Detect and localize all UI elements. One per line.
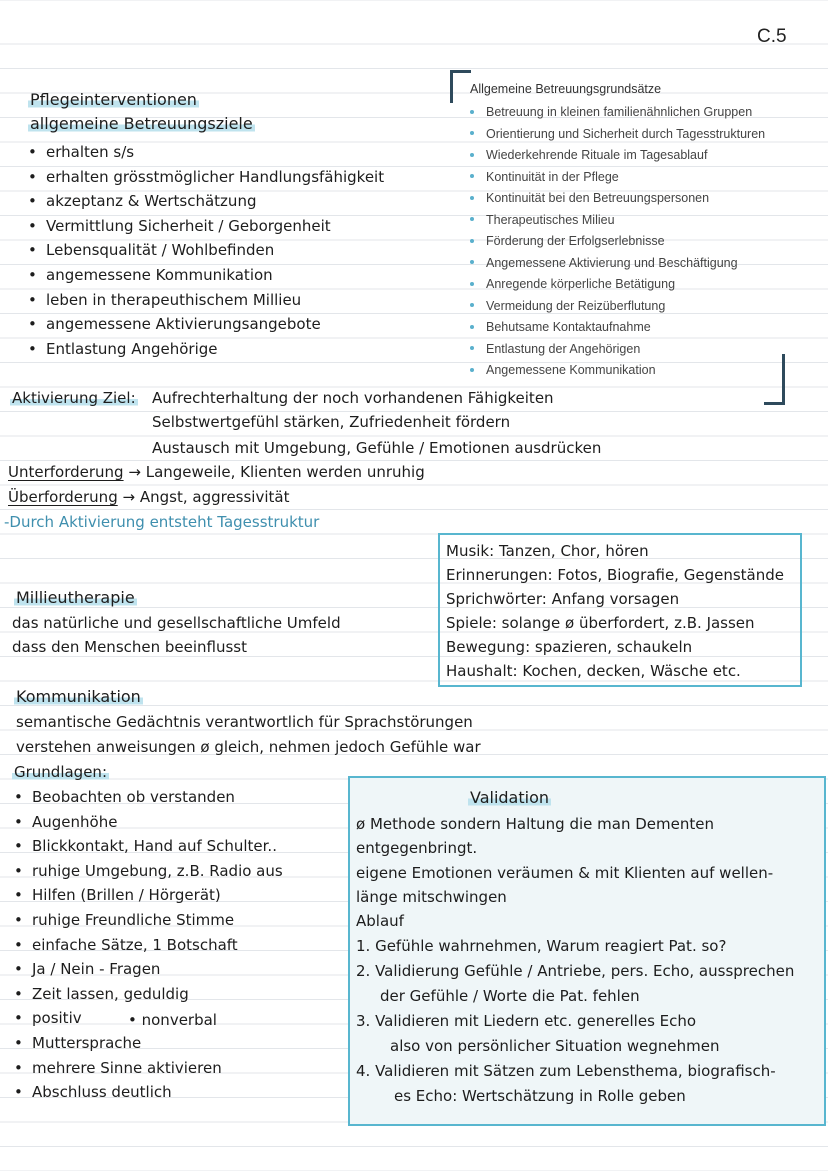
page-number: C.5 xyxy=(757,26,787,47)
bullet-icon xyxy=(470,282,474,286)
activation-goal-2: Selbstwertgefühl stärken, Zufriedenheit fördern xyxy=(152,413,511,431)
list-item: Anregende körperliche Betätigung xyxy=(470,274,765,296)
communication-title: Kommunikation xyxy=(16,687,141,706)
underload-text: Langeweile, Klienten werden unruhig xyxy=(145,463,425,481)
list-item: • Zeit lassen, geduldig xyxy=(12,982,283,1007)
bullet-icon xyxy=(470,346,474,350)
communication-basics-list xyxy=(12,785,283,1105)
list-item: Wiederkehrende Rituale im Tagesablauf xyxy=(470,145,765,167)
activities-box xyxy=(438,533,802,687)
list-item: • Augenhöhe xyxy=(12,810,283,835)
bullet-icon xyxy=(470,260,474,264)
list-item: • Hilfen (Brillen / Hörgerät) xyxy=(12,883,283,908)
list-item: • Lebensqualität / Wohlbefinden xyxy=(26,238,384,263)
validation-line: ø Methode sondern Haltung die man Dementen xyxy=(356,815,714,833)
overload-label: Überforderung xyxy=(8,488,118,506)
activity-line: Haushalt: Kochen, decken, Wäsche etc. xyxy=(446,662,741,680)
list-item: Entlastung der Angehörigen xyxy=(470,339,765,361)
activation-goal-3: Austausch mit Umgebung, Gefühle / Emotionen ausdrücken xyxy=(152,439,602,457)
validation-box xyxy=(348,776,826,1126)
bullet-icon xyxy=(470,325,474,329)
validation-line: Ablauf xyxy=(356,912,404,930)
corner-bracket-top-left xyxy=(450,70,471,103)
list-item: • einfache Sätze, 1 Botschaft xyxy=(12,933,283,958)
interventions-list xyxy=(26,140,384,361)
list-item: • erhalten grösstmöglicher Handlungsfähigkeit xyxy=(26,165,384,190)
milieu-line-2: dass den Menschen beeinflusst xyxy=(12,638,248,656)
activation-goal-1: Aufrechterhaltung der noch vorhandenen Fähigkeiten xyxy=(152,389,554,407)
underload-row xyxy=(8,462,425,482)
communication-line-2: verstehen anweisungen ø gleich, nehmen jedoch Gefühle war xyxy=(16,738,481,756)
list-item: Vermeidung der Reizüberflutung xyxy=(470,296,765,318)
bullet-icon xyxy=(470,153,474,157)
milieu-line-1: das natürliche und gesellschaftliche Umfeld xyxy=(12,614,341,632)
bullet-icon xyxy=(470,131,474,135)
activity-line: Bewegung: spazieren, schaukeln xyxy=(446,638,693,656)
validation-title: Validation xyxy=(470,788,550,807)
bullet-icon xyxy=(470,196,474,200)
bullet-icon xyxy=(470,303,474,307)
overload-row xyxy=(8,487,289,507)
list-item: Angemessene Kommunikation xyxy=(470,360,765,382)
list-item: Angemessene Aktivierung und Beschäftigung xyxy=(470,253,765,275)
interventions-title: Pflegeinterventionen xyxy=(30,90,197,109)
validation-step: 4. Validieren mit Sätzen zum Lebensthema, biografisch- xyxy=(356,1062,776,1080)
list-item: Kontinuität bei den Betreuungspersonen xyxy=(470,188,765,210)
validation-step: 3. Validieren mit Liedern etc. generelles Echo xyxy=(356,1012,697,1030)
underload-label: Unterforderung xyxy=(8,463,124,481)
list-item: • leben in therapeuthischem Millieu xyxy=(26,288,384,313)
list-item: • erhalten s/s xyxy=(26,140,384,165)
basics-label: Grundlagen: xyxy=(14,763,107,781)
list-item: • akzeptanz & Wertschätzung xyxy=(26,189,384,214)
list-item: • Vermittlung Sicherheit / Geborgenheit xyxy=(26,214,384,239)
activity-line: Erinnerungen: Fotos, Biografie, Gegenstände xyxy=(446,566,784,584)
structure-note: -Durch Aktivierung entsteht Tagesstruktur xyxy=(4,513,320,531)
validation-line: eigene Emotionen veräumen & mit Klienten auf wellen- xyxy=(356,864,774,882)
list-item: • Ja / Nein - Fragen xyxy=(12,957,283,982)
validation-step-cont: es Echo: Wertschätzung in Rolle geben xyxy=(394,1087,686,1105)
list-item: • mehrere Sinne aktivieren xyxy=(12,1056,283,1081)
list-item: Kontinuität in der Pflege xyxy=(470,167,765,189)
list-item: Behutsame Kontaktaufnahme xyxy=(470,317,765,339)
bullet-icon xyxy=(470,217,474,221)
list-item: • Muttersprache xyxy=(12,1031,283,1056)
bullet-icon xyxy=(470,239,474,243)
milieu-title: Millieutherapie xyxy=(16,588,135,607)
general-principles-box xyxy=(450,70,785,405)
list-item: • angemessene Aktivierungsangebote xyxy=(26,312,384,337)
activity-line: Spiele: solange ø überfordert, z.B. Jassen xyxy=(446,614,755,632)
interventions-subtitle: allgemeine Betreuungsziele xyxy=(30,114,253,133)
list-item: • Abschluss deutlich xyxy=(12,1080,283,1105)
general-principles-list xyxy=(470,102,765,382)
basics-extra-nonverbal: • nonverbal xyxy=(128,1011,217,1029)
list-item: Förderung der Erfolgserlebnisse xyxy=(470,231,765,253)
list-item: • Blickkontakt, Hand auf Schulter.. xyxy=(12,834,283,859)
communication-line-1: semantische Gedächtnis verantwortlich für Sprachstörungen xyxy=(16,713,473,731)
list-item: Betreuung in kleinen familienähnlichen Gruppen xyxy=(470,102,765,124)
overload-text: Angst, aggressivität xyxy=(139,488,290,506)
validation-step: 2. Validierung Gefühle / Antriebe, pers. Echo, aussprechen xyxy=(356,962,795,980)
bullet-icon xyxy=(470,368,474,372)
validation-step: 1. Gefühle wahrnehmen, Warum reagiert Pat. so? xyxy=(356,937,727,955)
validation-line: länge mitschwingen xyxy=(356,888,507,906)
list-item: • angemessene Kommunikation xyxy=(26,263,384,288)
list-item: • ruhige Freundliche Stimme xyxy=(12,908,283,933)
validation-step-cont: der Gefühle / Worte die Pat. fehlen xyxy=(380,987,640,1005)
arrow-icon: → xyxy=(122,488,136,506)
bullet-icon xyxy=(470,174,474,178)
bullet-icon xyxy=(470,110,474,114)
general-principles-title: Allgemeine Betreuungsgrundsätze xyxy=(470,82,662,96)
list-item: Therapeutisches Milieu xyxy=(470,210,765,232)
activity-line: Sprichwörter: Anfang vorsagen xyxy=(446,590,680,608)
validation-step-cont: also von persönlicher Situation wegnehmen xyxy=(390,1037,720,1055)
list-item: Orientierung und Sicherheit durch Tagesstrukturen xyxy=(470,124,765,146)
corner-bracket-bottom-right xyxy=(764,354,785,405)
arrow-icon: → xyxy=(128,463,141,481)
list-item: • positiv xyxy=(12,1006,283,1031)
list-item: • ruhige Umgebung, z.B. Radio aus xyxy=(12,859,283,884)
activity-line: Musik: Tanzen, Chor, hören xyxy=(446,542,649,560)
list-item: • Entlastung Angehörige xyxy=(26,337,384,362)
validation-line: entgegenbringt. xyxy=(356,839,478,857)
activation-label: Aktivierung Ziel: xyxy=(12,389,136,407)
list-item: • Beobachten ob verstanden xyxy=(12,785,283,810)
